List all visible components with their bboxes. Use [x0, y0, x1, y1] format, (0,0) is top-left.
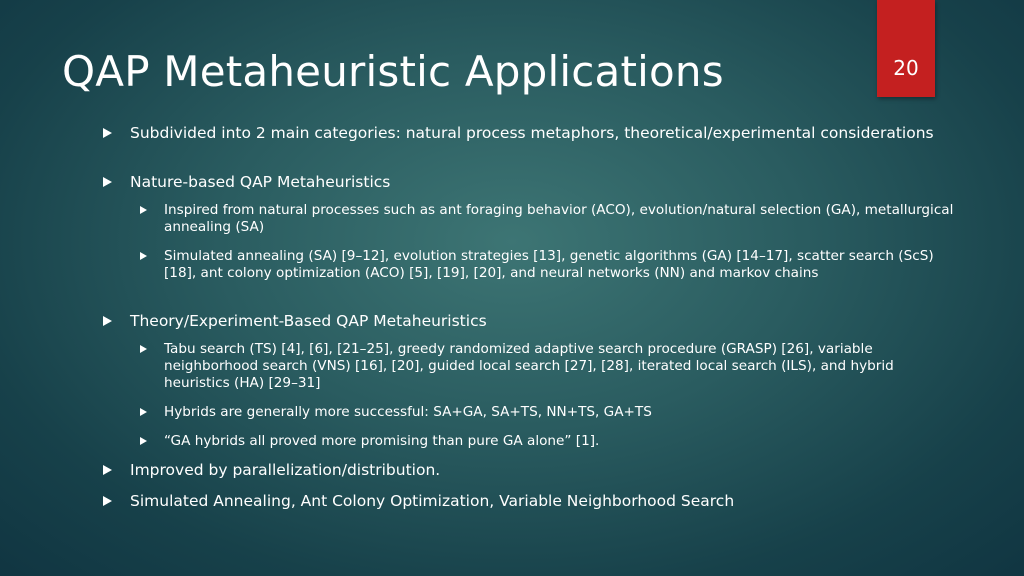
bullet-text: Theory/Experiment-Based QAP Metaheuristics [130, 312, 487, 330]
bullet-item [130, 460, 940, 480]
sub-bullet-item [164, 433, 954, 450]
bullet-item [130, 123, 940, 143]
bullet-arrow-icon [103, 177, 112, 187]
slide-title: QAP Metaheuristic Applications [62, 47, 724, 96]
sub-bullet-item [164, 404, 954, 421]
sub-bullet-item [164, 202, 954, 236]
bullet-arrow-icon [103, 128, 112, 138]
bullet-text: Simulated Annealing, Ant Colony Optimization, Variable Neighborhood Search [130, 492, 735, 510]
sub-bullet-arrow-icon [140, 408, 147, 416]
sub-bullet-text: Simulated annealing (SA) [9–12], evolution strategies [13], genetic algorithms (GA) [14–17], scatter search (ScS) [18], ant colony optimization (ACO) [5], [19], [20], and neural networks (NN) and markov chains [164, 248, 934, 281]
bullet-text: Nature-based QAP Metaheuristics [130, 173, 391, 191]
sub-bullet-item [164, 341, 954, 392]
bullet-arrow-icon [103, 316, 112, 326]
sub-bullet-text: Tabu search (TS) [4], [6], [21–25], greedy randomized adaptive search procedure (GRASP) [26], variable neighborhood search (VNS) [16], [20], guided local search [27], [28], iterated local search (ILS), and hybrid heuristics (HA) [29–31] [164, 341, 894, 391]
sub-bullet-text: Hybrids are generally more successful: SA+GA, SA+TS, NN+TS, GA+TS [164, 404, 652, 420]
sub-bullet-arrow-icon [140, 345, 147, 353]
sub-bullet-item [164, 248, 954, 282]
bullet-text: Improved by parallelization/distribution. [130, 461, 441, 479]
bullet-item [130, 491, 940, 511]
bullet-item [130, 172, 940, 192]
sub-bullet-arrow-icon [140, 206, 147, 214]
sub-bullet-arrow-icon [140, 252, 147, 260]
bullet-text: Subdivided into 2 main categories: natural process metaphors, theoretical/experimental considerations [130, 124, 934, 142]
bullet-arrow-icon [103, 465, 112, 475]
bullet-arrow-icon [103, 496, 112, 506]
bullet-item [130, 311, 940, 331]
sub-bullet-text: “GA hybrids all proved more promising than pure GA alone” [1]. [164, 433, 600, 449]
sub-bullet-text: Inspired from natural processes such as ant foraging behavior (ACO), evolution/natural selection (GA), metallurgical annealing (SA) [164, 202, 954, 235]
page-number: 20 [893, 56, 919, 80]
sub-bullet-arrow-icon [140, 437, 147, 445]
